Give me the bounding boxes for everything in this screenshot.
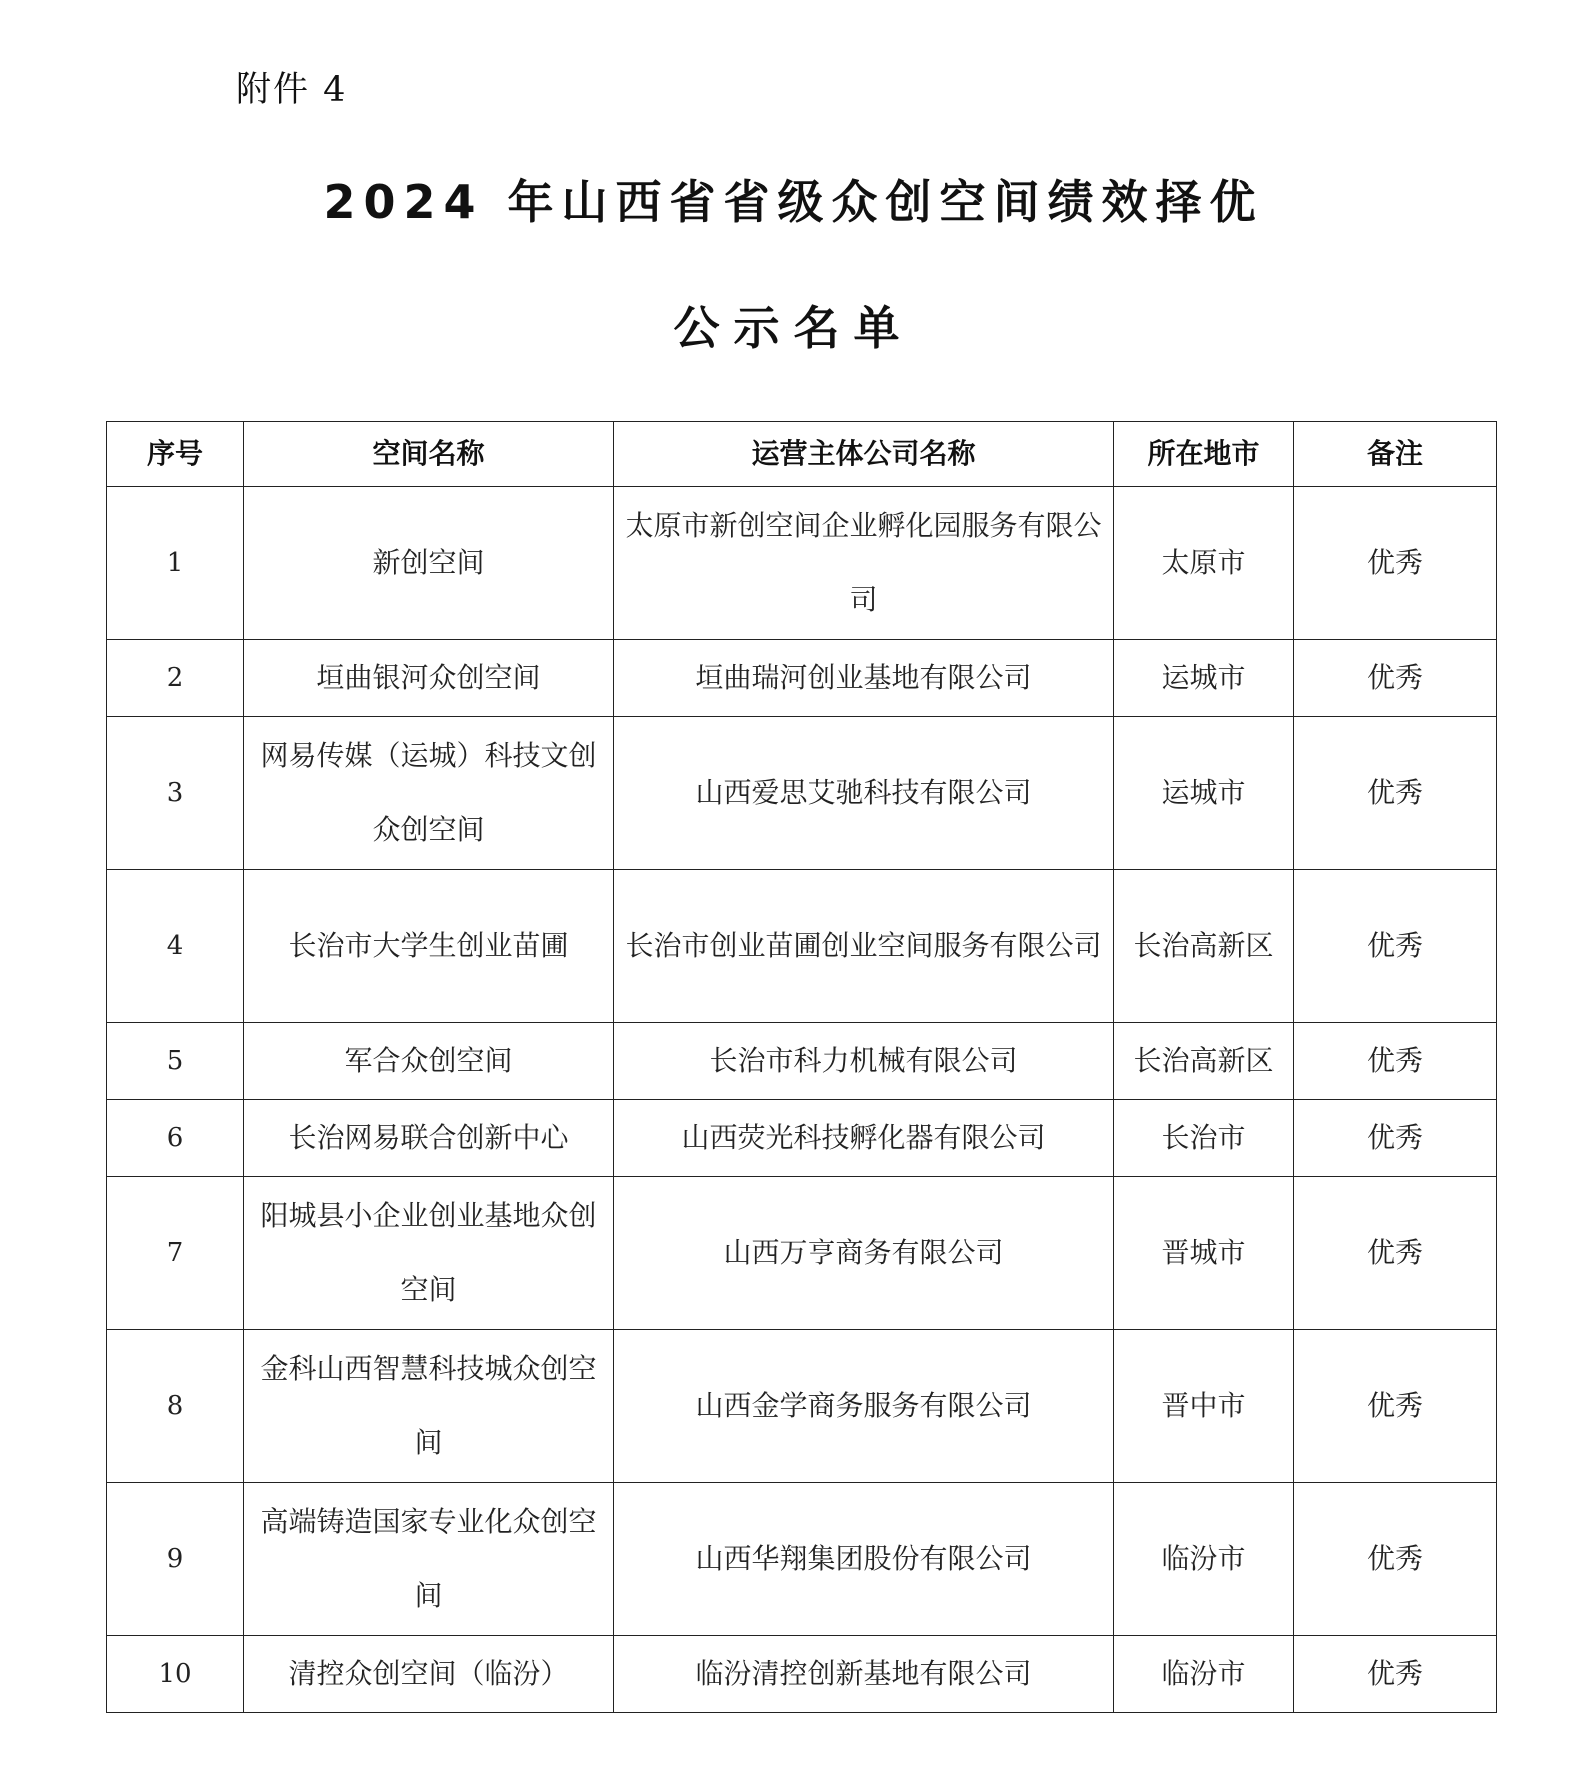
cell-city: 长治市 <box>1114 1100 1294 1177</box>
attachment-label: 附件 4 <box>236 70 348 110</box>
publicity-list-table <box>106 421 1497 1713</box>
cell-remark: 优秀 <box>1294 1100 1497 1177</box>
cell-operator: 太原市新创空间企业孵化园服务有限公司 <box>614 487 1114 640</box>
cell-space-name: 新创空间 <box>244 487 614 640</box>
header-space-name: 空间名称 <box>244 422 614 487</box>
cell-seq: 4 <box>107 870 244 1023</box>
cell-seq: 6 <box>107 1100 244 1177</box>
table-row <box>107 1177 1497 1330</box>
table-row <box>107 1023 1497 1100</box>
table-header-row <box>107 422 1497 487</box>
cell-city: 临汾市 <box>1114 1636 1294 1713</box>
cell-city: 运城市 <box>1114 717 1294 870</box>
cell-operator: 山西万亨商务有限公司 <box>614 1177 1114 1330</box>
table-row <box>107 870 1497 1023</box>
table-row <box>107 1483 1497 1636</box>
cell-space-name: 长治市大学生创业苗圃 <box>244 870 614 1023</box>
cell-operator: 山西华翔集团股份有限公司 <box>614 1483 1114 1636</box>
cell-space-name: 长治网易联合创新中心 <box>244 1100 614 1177</box>
cell-space-name: 阳城县小企业创业基地众创空间 <box>244 1177 614 1330</box>
document-title: 2024 年山西省省级众创空间绩效择优 <box>323 175 1264 229</box>
cell-seq: 1 <box>107 487 244 640</box>
cell-city: 晋城市 <box>1114 1177 1294 1330</box>
cell-remark: 优秀 <box>1294 1330 1497 1483</box>
header-seq: 序号 <box>107 422 244 487</box>
cell-city: 长治高新区 <box>1114 870 1294 1023</box>
cell-remark: 优秀 <box>1294 1636 1497 1713</box>
table-row <box>107 717 1497 870</box>
cell-space-name: 垣曲银河众创空间 <box>244 640 614 717</box>
cell-space-name: 高端铸造国家专业化众创空间 <box>244 1483 614 1636</box>
cell-space-name: 网易传媒（运城）科技文创众创空间 <box>244 717 614 870</box>
cell-seq: 8 <box>107 1330 244 1483</box>
cell-city: 运城市 <box>1114 640 1294 717</box>
cell-operator: 长治市科力机械有限公司 <box>614 1023 1114 1100</box>
cell-operator: 山西金学商务服务有限公司 <box>614 1330 1114 1483</box>
cell-city: 太原市 <box>1114 487 1294 640</box>
header-city: 所在地市 <box>1114 422 1294 487</box>
cell-seq: 10 <box>107 1636 244 1713</box>
cell-seq: 5 <box>107 1023 244 1100</box>
cell-city: 临汾市 <box>1114 1483 1294 1636</box>
cell-seq: 9 <box>107 1483 244 1636</box>
document-subtitle: 公示名单 <box>673 301 914 355</box>
cell-operator: 垣曲瑞河创业基地有限公司 <box>614 640 1114 717</box>
cell-seq: 7 <box>107 1177 244 1330</box>
cell-remark: 优秀 <box>1294 717 1497 870</box>
cell-space-name: 金科山西智慧科技城众创空间 <box>244 1330 614 1483</box>
header-remark: 备注 <box>1294 422 1497 487</box>
table-row <box>107 1636 1497 1713</box>
cell-space-name: 军合众创空间 <box>244 1023 614 1100</box>
cell-remark: 优秀 <box>1294 487 1497 640</box>
cell-operator: 山西荧光科技孵化器有限公司 <box>614 1100 1114 1177</box>
cell-operator: 山西爱思艾驰科技有限公司 <box>614 717 1114 870</box>
cell-remark: 优秀 <box>1294 870 1497 1023</box>
cell-space-name: 清控众创空间（临汾） <box>244 1636 614 1713</box>
cell-operator: 临汾清控创新基地有限公司 <box>614 1636 1114 1713</box>
cell-remark: 优秀 <box>1294 640 1497 717</box>
cell-remark: 优秀 <box>1294 1483 1497 1636</box>
cell-city: 长治高新区 <box>1114 1023 1294 1100</box>
cell-city: 晋中市 <box>1114 1330 1294 1483</box>
header-operator: 运营主体公司名称 <box>614 422 1114 487</box>
cell-remark: 优秀 <box>1294 1023 1497 1100</box>
table-row <box>107 487 1497 640</box>
cell-operator: 长治市创业苗圃创业空间服务有限公司 <box>614 870 1114 1023</box>
table-row <box>107 640 1497 717</box>
cell-remark: 优秀 <box>1294 1177 1497 1330</box>
table-row <box>107 1330 1497 1483</box>
cell-seq: 3 <box>107 717 244 870</box>
table-row <box>107 1100 1497 1177</box>
cell-seq: 2 <box>107 640 244 717</box>
